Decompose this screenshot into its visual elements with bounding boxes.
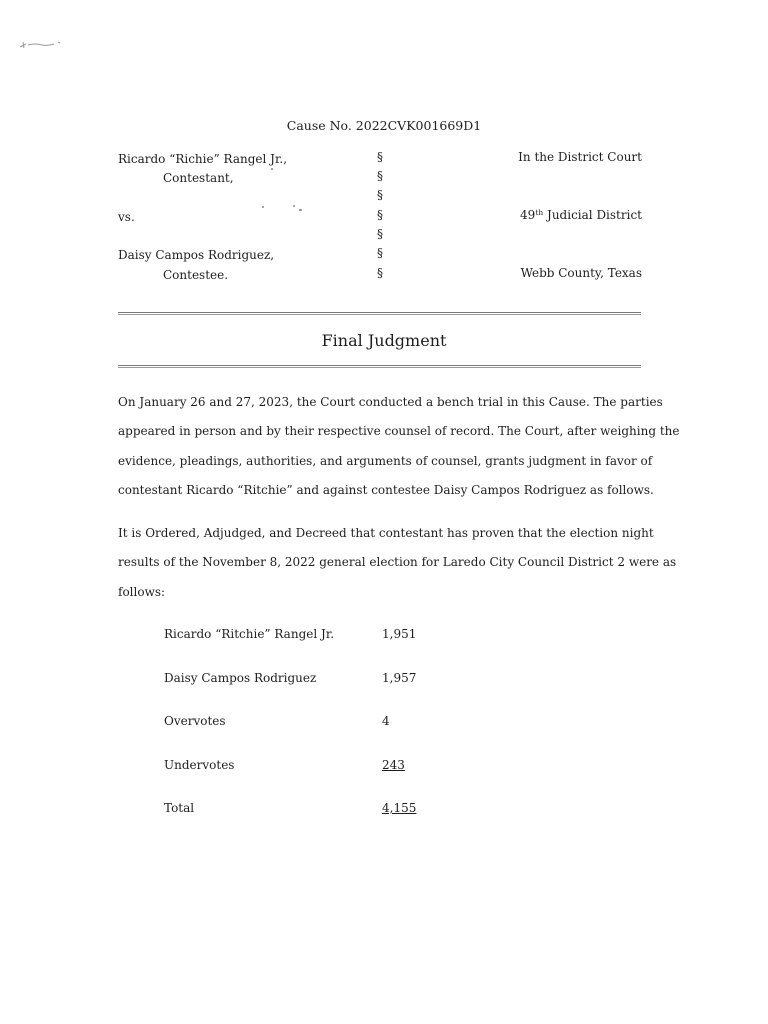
scan-speck bbox=[271, 168, 273, 170]
section-symbol: § bbox=[377, 227, 383, 241]
cause-number: Cause No. 2022CVK001669D1 bbox=[286, 118, 482, 133]
section-symbol: § bbox=[377, 208, 383, 222]
result-label-rodriguez: Daisy Campos Rodriguez bbox=[164, 671, 317, 685]
result-value-rodriguez: 1,957 bbox=[382, 671, 417, 685]
result-label-rangel: Ricardo “Ritchie” Rangel Jr. bbox=[164, 627, 335, 641]
contestee-role: Contestee. bbox=[163, 268, 229, 282]
paragraph-line: follows: bbox=[118, 584, 166, 599]
paragraph-line: On January 26 and 27, 2023, the Court conducted a bench trial in this Cause. The parties bbox=[118, 395, 663, 409]
section-symbol: § bbox=[377, 188, 383, 202]
section-symbol: § bbox=[377, 150, 383, 164]
paragraph-line: results of the November 8, 2022 general election for Laredo City Council District 2 were as bbox=[118, 555, 677, 570]
judgment-paragraph-1 bbox=[118, 388, 680, 505]
district-label: Judicial District bbox=[547, 208, 642, 222]
paragraph-line: evidence, pleadings, authorities, and arguments of counsel, grants judgment in favor of bbox=[118, 453, 653, 468]
county-name: Webb County, Texas bbox=[520, 266, 642, 280]
district-suffix: th bbox=[535, 208, 544, 217]
result-value-total: 4,155 bbox=[382, 801, 417, 815]
title-rule-top bbox=[118, 312, 641, 315]
title-rule-bottom bbox=[118, 365, 641, 368]
judicial-district bbox=[520, 208, 642, 222]
section-symbol: § bbox=[377, 169, 383, 183]
section-symbol: § bbox=[377, 246, 383, 260]
document-title: Final Judgment bbox=[321, 331, 447, 350]
contestee-name: Daisy Campos Rodriguez, bbox=[118, 248, 275, 262]
result-value-overvotes: 4 bbox=[382, 714, 390, 728]
paragraph-line: appeared in person and by their respective counsel of record. The Court, after weighing the bbox=[118, 424, 680, 439]
scan-artifact-mark bbox=[18, 38, 64, 50]
scan-speck bbox=[262, 206, 264, 208]
paragraph-line: contestant Ricardo “Ritchie” and against contestee Daisy Campos Rodriguez as follows. bbox=[118, 482, 654, 497]
contestant-role: Contestant, bbox=[163, 171, 234, 185]
court-name: In the District Court bbox=[518, 150, 642, 164]
result-label-overvotes: Overvotes bbox=[164, 714, 226, 728]
contestant-name: Ricardo “Richie” Rangel Jr., bbox=[118, 152, 288, 166]
versus-label: vs. bbox=[118, 210, 135, 224]
judgment-paragraph-2 bbox=[118, 519, 677, 607]
section-symbol: § bbox=[377, 266, 383, 280]
scan-speck bbox=[293, 205, 295, 207]
result-label-total: Total bbox=[164, 801, 195, 815]
result-label-undervotes: Undervotes bbox=[164, 758, 235, 772]
paragraph-line: It is Ordered, Adjudged, and Decreed that contestant has proven that the election night bbox=[118, 526, 654, 540]
result-value-rangel: 1,951 bbox=[382, 627, 417, 641]
district-number: 49 bbox=[520, 208, 536, 222]
scan-speck bbox=[299, 209, 302, 211]
result-value-undervotes: 243 bbox=[382, 758, 405, 772]
